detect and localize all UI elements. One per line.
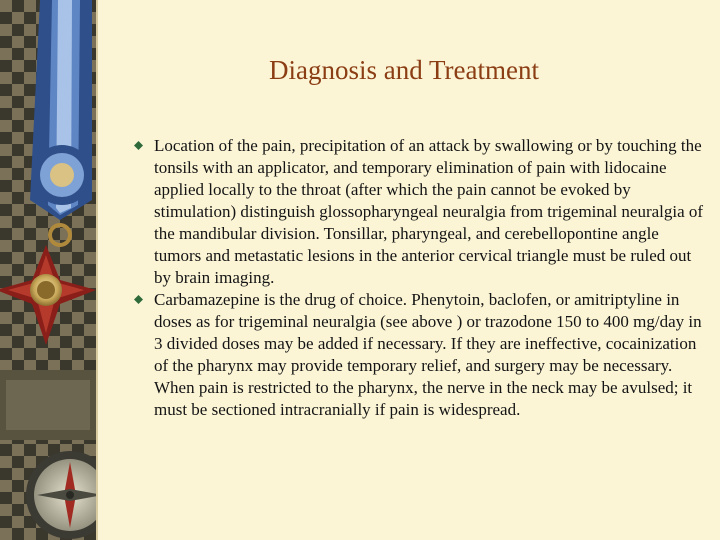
bullet-text: Location of the pain, precipitation of an attack by swallowing or by touching the tonsils with an applicator, and temporary elimination of pain with lidocaine applied locally to the throat (after which the pain cannot be evoked by stimulation) distinguish glossopharyngeal neuralgia from trigeminal neuralgia of the mandibular division. Tonsillar, pharyngeal, and cerebellopontine angle tumors and metastatic lesions in the anterior cervical triangle must be ruled out by brain imaging. [154,136,704,287]
medal-and-compass-image [0,0,96,540]
slide-title: Diagnosis and Treatment [269,55,539,85]
bullet-text: Carbamazepine is the drug of choice. Phenytoin, baclofen, or amitriptyline in doses as for trigeminal neuralgia (see above ) or trazodone 150 to 400 mg/day in 3 divided doses may be added if necessary. If they are ineffective, cocainization of the pharynx may provide temporary relief, and surgery may be necessary. When pain is restricted to the pharynx, the nerve in the neck may be avulsed; it must be sectioned intracranially if pain is widespread. [154,290,702,419]
bullet-list [134,135,710,421]
diamond-bullet-icon [134,141,143,150]
bullet-item [134,135,710,289]
bullet-item [134,289,710,421]
diamond-bullet-icon [134,295,143,304]
